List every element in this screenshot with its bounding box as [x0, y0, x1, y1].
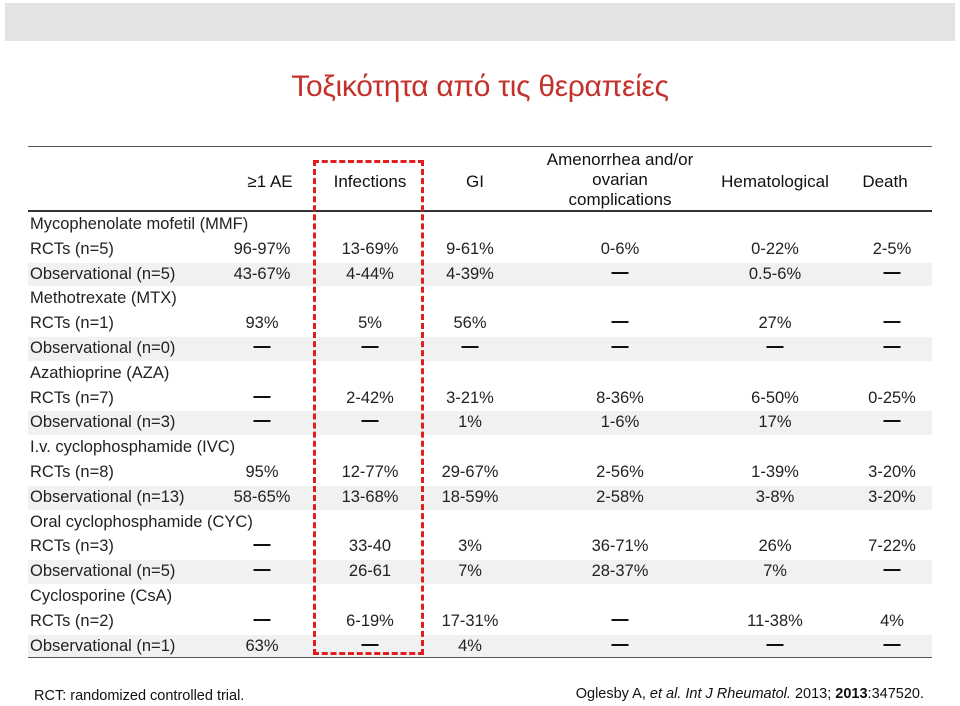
table-cell: 17-31% [441, 611, 499, 630]
citation-article: :347520. [867, 686, 924, 702]
table-cell: 43-67% [233, 264, 291, 283]
table-cell: 2-56% [596, 463, 644, 481]
table-cell: 13-68% [341, 487, 399, 506]
dash-cell [884, 346, 901, 348]
table-cell: 4% [880, 611, 904, 630]
table-cell: 3% [458, 537, 482, 556]
section-title: Azathioprine (AZA) [30, 363, 170, 382]
table-cell: 1-6% [600, 413, 640, 432]
table-cell: 4-44% [346, 264, 394, 283]
table-cell: 0-6% [600, 239, 640, 258]
section-title: Cyclosporine (CsA) [30, 587, 173, 605]
row-label: Observational (n=5) [30, 562, 176, 581]
table-cell: 9-61% [446, 239, 494, 258]
row-label: Observational (n=13) [30, 487, 185, 506]
col-header-death: Death [862, 172, 908, 191]
row-label: RCTs (n=8) [30, 463, 114, 481]
citation [576, 686, 924, 702]
dash-cell [767, 346, 784, 348]
table-cell: 58-65% [233, 487, 291, 506]
col-header-amenorrhea-line2: ovarian [592, 170, 648, 189]
section-title: Mycophenolate mofetil (MMF) [30, 215, 249, 233]
table-cell: 6-19% [346, 611, 394, 630]
row-label: Observational (n=5) [30, 264, 176, 283]
table-cell: 11-38% [747, 611, 803, 630]
table-cell: 2-58% [596, 487, 644, 506]
table-cell: 18-59% [441, 487, 499, 506]
dash-cell [254, 619, 271, 621]
table-cell: 3-8% [755, 487, 795, 506]
table-cell: 3-20% [868, 487, 916, 506]
col-header-amenorrhea-line3: complications [568, 190, 672, 209]
dash-cell [254, 420, 271, 422]
row-label: Observational (n=3) [30, 413, 176, 432]
table-cell: 2-42% [346, 388, 394, 407]
dash-cell [254, 346, 271, 348]
row-label: RCTs (n=3) [30, 537, 114, 556]
table-cell: 27% [758, 314, 792, 333]
row-label: RCTs (n=7) [30, 388, 114, 407]
top-banner [5, 3, 955, 41]
col-header-ae: ≥1 AE [247, 172, 293, 191]
table-cell: 4% [458, 636, 482, 655]
dash-cell [767, 644, 784, 646]
table-bottom-rule [28, 657, 932, 658]
col-header-gi: GI [466, 172, 484, 191]
col-header-hematological: Hematological [721, 172, 829, 191]
table-cell: 7% [458, 562, 482, 581]
table-cell: 95% [245, 463, 279, 481]
table-cell: 63% [245, 636, 279, 655]
infections-highlight-box [313, 160, 424, 655]
table-cell: 29-67% [441, 463, 499, 481]
dash-cell [254, 396, 271, 398]
dash-cell [612, 321, 629, 323]
table-header-rule [28, 210, 932, 212]
table-cell: 7-22% [868, 537, 916, 556]
row-label: Observational (n=0) [30, 339, 176, 357]
table-cell: 8-36% [596, 388, 644, 407]
table-cell: 3-20% [868, 463, 916, 481]
dash-cell [462, 346, 479, 348]
row-label: RCTs (n=2) [30, 611, 114, 630]
table-top-rule [28, 146, 932, 147]
section-title: I.v. cyclophosphamide (IVC) [30, 438, 236, 457]
table-cell: 0-25% [868, 388, 916, 407]
section-title: Methotrexate (MTX) [30, 289, 177, 308]
dash-cell [612, 619, 629, 621]
table-cell: 17% [758, 413, 792, 432]
citation-year-bold: 2013 [835, 686, 868, 702]
table-cell: 5% [358, 314, 382, 333]
citation-authors: Oglesby A, [575, 686, 650, 702]
table-cell: 28-37% [591, 562, 649, 581]
col-header-infections: Infections [333, 172, 407, 191]
slide-title: Τοξικότητα από τις θεραπείες [291, 70, 669, 103]
dash-cell [884, 420, 901, 422]
table-cell: 0.5-6% [748, 264, 802, 283]
table-cell: 93% [245, 314, 279, 333]
table-cell: 7% [763, 562, 787, 581]
table-cell: 26-61 [348, 562, 392, 581]
footnote: RCT: randomized controlled trial. [34, 688, 245, 704]
table-cell: 4-39% [446, 264, 494, 283]
dash-cell [612, 346, 629, 348]
row-label: RCTs (n=1) [30, 314, 114, 333]
table-cell: 12-77% [341, 463, 399, 481]
dash-cell [254, 544, 271, 546]
dash-cell [612, 644, 629, 646]
citation-journal: Int J Rheumatol. [681, 686, 791, 702]
table-cell: 33-40 [348, 537, 392, 556]
dash-cell [612, 272, 629, 274]
dash-cell [254, 569, 271, 571]
row-label: Observational (n=1) [30, 636, 176, 655]
table-cell: 1-39% [751, 463, 799, 481]
table-cell: 56% [453, 314, 487, 333]
table-cell: 36-71% [591, 537, 649, 556]
table-cell: 3-21% [446, 388, 494, 407]
table-cell: 0-22% [751, 239, 799, 258]
col-header-amenorrhea [525, 150, 715, 210]
table-cell: 2-5% [872, 239, 912, 258]
table-cell: 13-69% [341, 239, 399, 258]
table-cell: 1% [458, 413, 482, 432]
section-title: Oral cyclophosphamide (CYC) [30, 512, 253, 531]
row-label: RCTs (n=5) [30, 239, 114, 258]
table-cell: 26% [758, 537, 792, 556]
col-header-amenorrhea-line1: Amenorrhea and/or [546, 150, 694, 169]
dash-cell [884, 272, 901, 274]
table-cell: 6-50% [751, 388, 799, 407]
citation-year: 2013; [790, 686, 836, 702]
dash-cell [884, 569, 901, 571]
dash-cell [884, 644, 901, 646]
citation-etal: et al. [649, 686, 682, 702]
dash-cell [884, 321, 901, 323]
table-cell: 96-97% [233, 239, 291, 258]
